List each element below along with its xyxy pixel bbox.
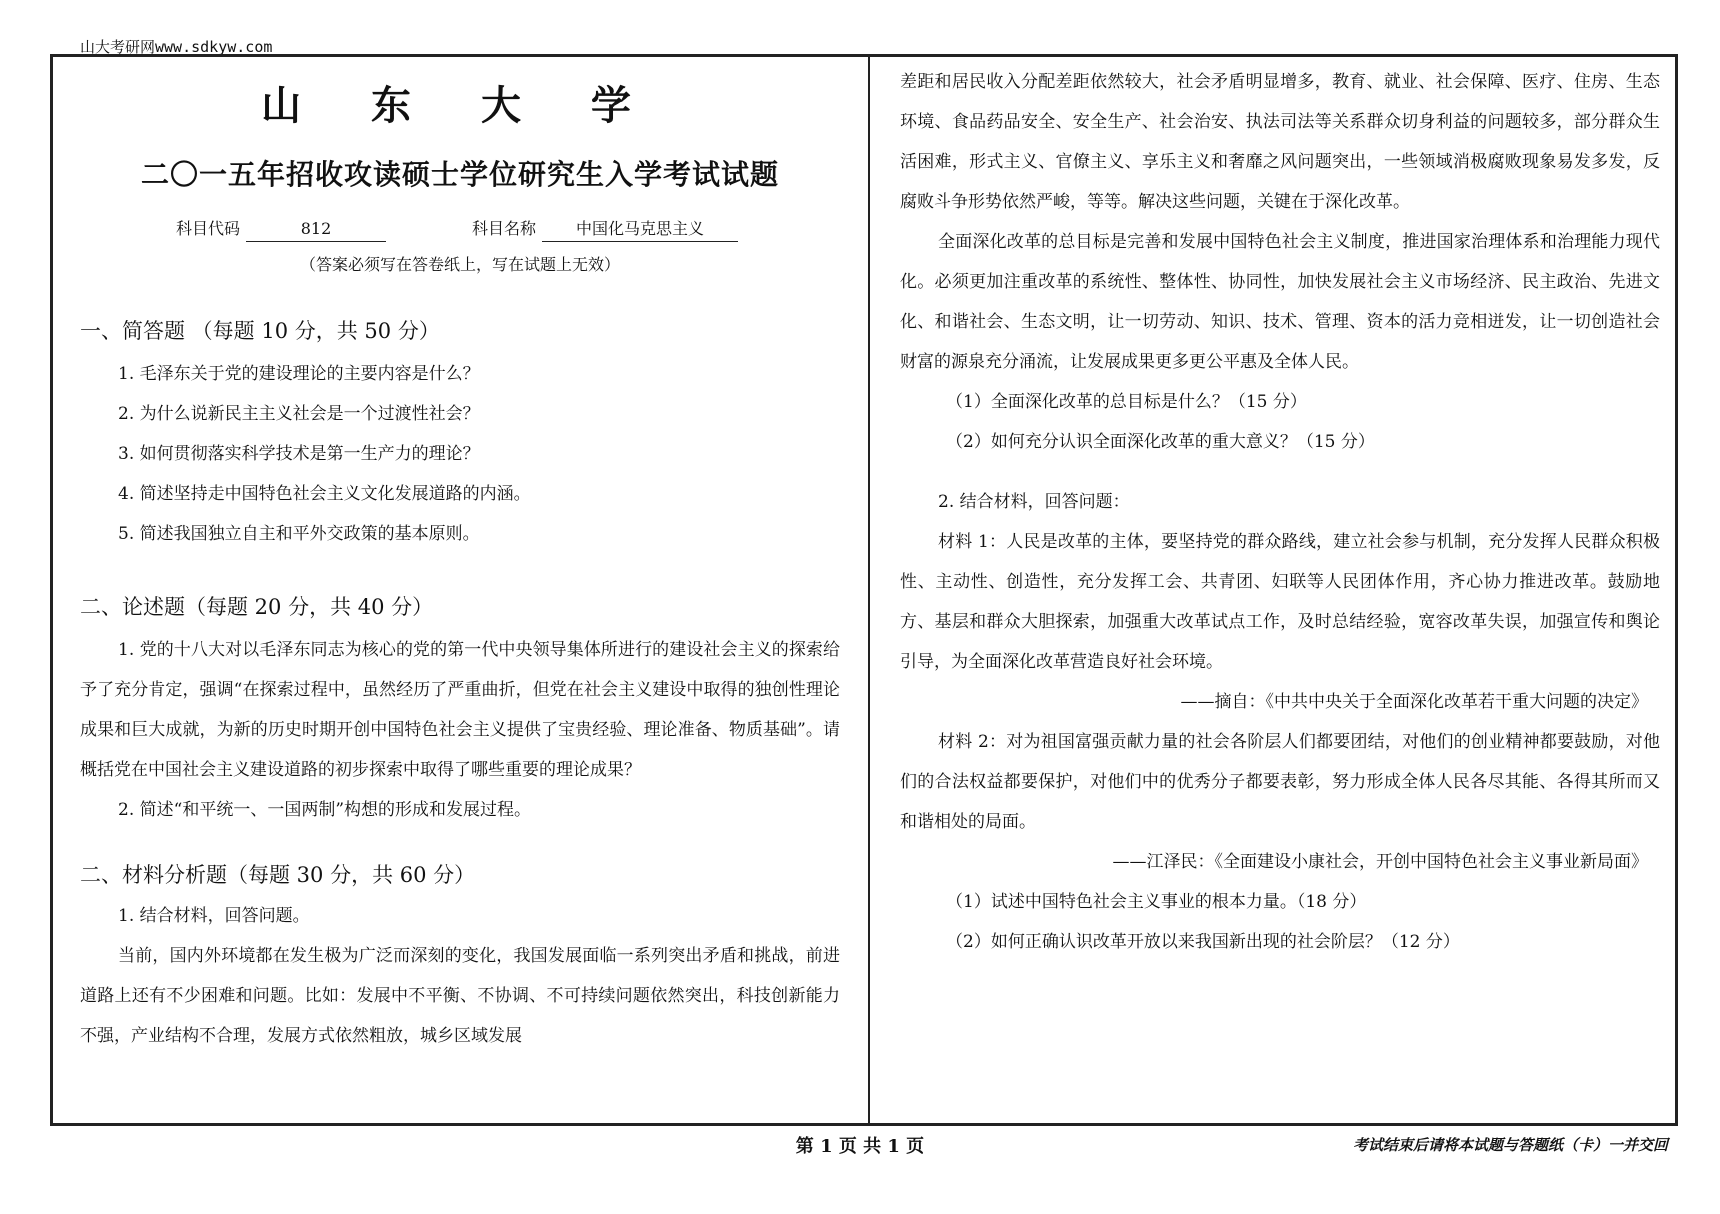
sub-question: （2）如何充分认识全面深化改革的重大意义？（15 分）	[946, 432, 1375, 452]
sub-question: （1）试述中国特色社会主义事业的根本力量。（18 分）	[946, 892, 1367, 912]
sub-question: （2）如何正确认识改革开放以来我国新出现的社会阶层？（12 分）	[946, 932, 1460, 952]
section-title-material: 二、材料分析题（每题 30 分，共 60 分）	[80, 863, 476, 887]
section-title-short-answer: 一、简答题 （每题 10 分，共 50 分）	[80, 319, 440, 343]
exam-title: 二〇一五年招收攻读硕士学位研究生入学考试试题	[140, 158, 779, 191]
material-1-text: 材料 1：人民是改革的主体，要坚持党的群众路线，建立社会参与机制，充分发挥人民群众积极性、主动性、创造性，充分发挥工会、共青团、妇联等人民团体作用，齐心协力推进改革。鼓励地方、基层和群众大胆探索，加强重大改革试点工作，及时总结经验，宽容改革失误，加强宣传和舆论引导，为全面深化改革营造良好社会环境。	[900, 532, 1660, 672]
right-column	[900, 62, 1660, 1112]
short-answer-list	[80, 354, 840, 554]
subject-code-label: 科目代码	[176, 219, 241, 238]
material-question-2-head: 2. 结合材料，回答问题：	[938, 492, 1130, 512]
material-paragraph: 全面深化改革的总目标是完善和发展中国特色社会主义制度，推进国家治理体系和治理能力现代化。必须更加注重改革的系统性、整体性、协同性，加快发展社会主义市场经济、民主政治、先进文化、和谐社会、生态文明，让一切劳动、知识、技术、管理、资本的活力竞相迸发，让一切创造社会财富的源泉充分涌流，让发展成果更多更公平惠及全体人民。	[900, 232, 1660, 372]
question-item: 2. 为什么说新民主主义社会是一个过渡性社会？	[118, 404, 480, 424]
material-2-text: 材料 2：对为祖国富强贡献力量的社会各阶层人们都要团结，对他们的创业精神都要鼓励，对他们的合法权益都要保护，对他们中的优秀分子都要表彰，努力形成全体人民各尽其能、各得其所而又和谐相处的局面。	[900, 732, 1660, 832]
essay-question-2: 2. 简述“和平统一、一国两制”构想的形成和发展过程。	[118, 800, 532, 820]
sub-question: （1）全面深化改革的总目标是什么？（15 分）	[946, 392, 1307, 412]
question-item: 5. 简述我国独立自主和平外交政策的基本原则。	[118, 524, 480, 544]
subject-name-label: 科目名称	[472, 219, 537, 238]
spacer	[900, 462, 1660, 482]
subject-code-value: 812	[246, 216, 386, 242]
material-2-source: ——江泽民：《全面建设小康社会，开创中国特色社会主义事业新局面》	[1112, 852, 1648, 872]
return-note: 考试结束后请将本试题与答题纸（卡）一并交回	[1352, 1136, 1668, 1154]
material-paragraph-continued: 差距和居民收入分配差距依然较大，社会矛盾明显增多，教育、就业、社会保障、医疗、住房、生态环境、食品药品安全、安全生产、社会治安、执法司法等关系群众切身利益的问题较多，部分群众生活困难，形式主义、官僚主义、享乐主义和奢靡之风问题突出，一些领域消极腐败现象易发多发，反腐败斗争形势依然严峻，等等。解决这些问题，关键在于深化改革。	[900, 72, 1660, 212]
question-item: 4. 简述坚持走中国特色社会主义文化发展道路的内涵。	[118, 484, 531, 504]
university-name: 山 东 大 学	[261, 82, 659, 129]
question-item: 3. 如何贯彻落实科学技术是第一生产力的理论？	[118, 444, 480, 464]
watermark-text: 山大考研网www.sdkyw.com	[80, 38, 273, 56]
essay-question-1: 1. 党的十八大对以毛泽东同志为核心的党的第一代中央领导集体所进行的建设社会主义的探索给予了充分肯定，强调“在探索过程中，虽然经历了严重曲折，但党在社会主义建设中取得的独创性理论成果和巨大成就，为新的历史时期开创中国特色社会主义提供了宝贵经验、理论准备、物质基础”。请概括党在中国社会主义建设道路的初步探索中取得了哪些重要的理论成果？	[80, 640, 840, 780]
section-title-essay: 二、论述题（每题 20 分，共 40 分）	[80, 595, 434, 619]
material-paragraph: 当前，国内外环境都在发生极为广泛而深刻的变化，我国发展面临一系列突出矛盾和挑战，前进道路上还有不少困难和问题。比如：发展中不平衡、不协调、不可持续问题依然突出，科技创新能力不强，产业结构不合理，发展方式依然粗放，城乡区域发展	[80, 946, 840, 1046]
subject-name-value: 中国化马克思主义	[542, 216, 738, 242]
question-item: 1. 毛泽东关于党的建设理论的主要内容是什么？	[118, 364, 480, 384]
material-question-1-head: 1. 结合材料，回答问题。	[118, 906, 310, 926]
material-1-source: ——摘自：《中共中央关于全面深化改革若干重大问题的决定》	[1180, 692, 1648, 712]
page-number: 第 1 页 共 1 页	[795, 1136, 925, 1157]
left-column	[80, 70, 840, 1120]
answer-note: （答案必须写在答卷纸上，写在试题上无效）	[299, 255, 620, 274]
column-divider	[868, 56, 870, 1124]
subject-info-row	[80, 216, 840, 242]
